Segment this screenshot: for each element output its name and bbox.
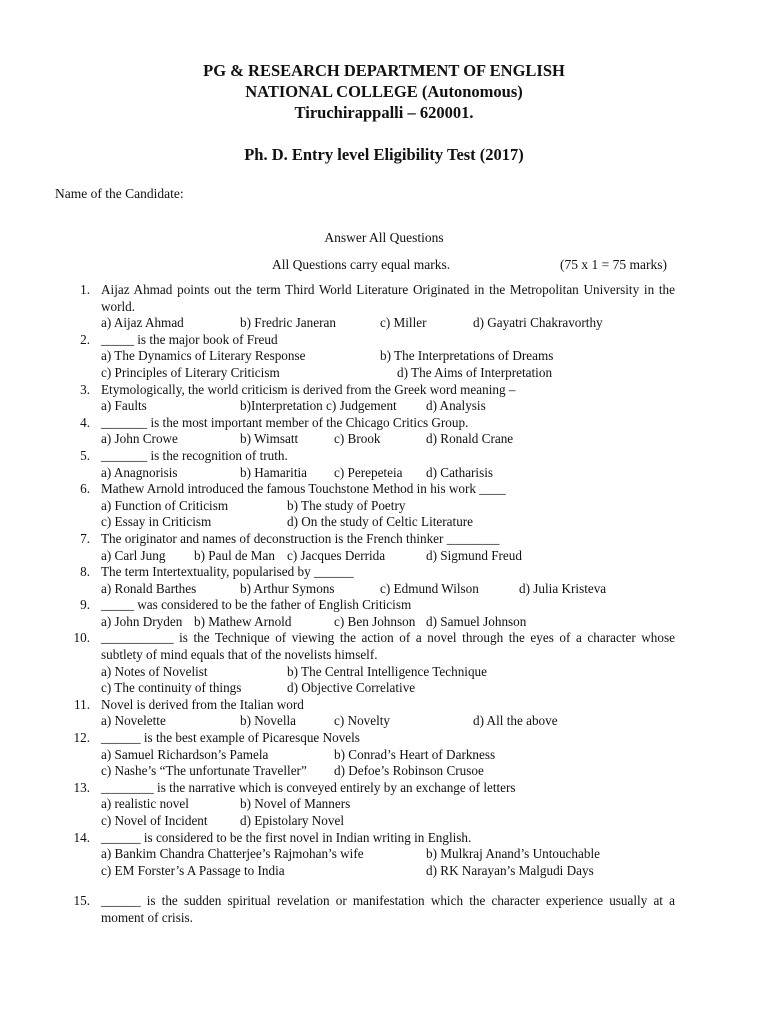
option-row bbox=[0, 315, 768, 332]
question-number: 4. bbox=[80, 414, 90, 430]
equal-marks-note: All Questions carry equal marks. bbox=[272, 257, 451, 272]
option-row bbox=[0, 713, 768, 730]
answer-option: a) John Dryden bbox=[101, 613, 183, 629]
question-number: 1. bbox=[80, 282, 90, 297]
answer-option: a) realistic novel bbox=[101, 796, 189, 812]
question-stem: ________ is the narrative which is conveyed entirely by an exchange of letters bbox=[101, 779, 516, 795]
option-row bbox=[0, 813, 768, 830]
answer-option: a) Novelette bbox=[101, 713, 166, 729]
question-item bbox=[0, 531, 768, 564]
answer-option: b) The study of Poetry bbox=[287, 497, 406, 513]
question-number: 2. bbox=[80, 331, 90, 347]
answer-option: d) The Aims of Interpretation bbox=[397, 364, 553, 380]
question-number: 8. bbox=[80, 564, 90, 580]
question-item bbox=[0, 630, 768, 696]
question-list bbox=[0, 282, 768, 927]
answer-option: a) Function of Criticism bbox=[101, 497, 229, 513]
question-stem: The term Intertextuality, popularised by ______ bbox=[101, 564, 354, 580]
answer-option: c) Novelty bbox=[334, 713, 391, 729]
question-number: 5. bbox=[80, 447, 90, 463]
total-marks: (75 x 1 = 75 marks) bbox=[560, 257, 667, 272]
option-row bbox=[0, 664, 768, 681]
answer-option: c) Perepeteia bbox=[334, 464, 403, 480]
option-row bbox=[0, 680, 768, 697]
question-stem: _____ is the major book of Freud bbox=[101, 331, 278, 347]
test-title: Ph. D. Entry level Eligibility Test (2017) bbox=[244, 145, 524, 164]
answer-option: b) Fredric Janeran bbox=[240, 315, 336, 331]
question-item bbox=[0, 893, 768, 926]
option-row bbox=[0, 796, 768, 813]
answer-option: b) Mulkraj Anand’s Untouchable bbox=[426, 846, 600, 862]
answer-option: a) Samuel Richardson’s Pamela bbox=[101, 746, 269, 762]
answer-option: b) Mathew Arnold bbox=[194, 613, 292, 629]
answer-option: a) Notes of Novelist bbox=[101, 663, 208, 679]
answer-option: d) Ronald Crane bbox=[426, 431, 514, 447]
question-stem: _______ is the most important member of the Chicago Critics Group. bbox=[101, 414, 469, 430]
answer-option: c) EM Forster’s A Passage to India bbox=[101, 862, 285, 878]
answer-option: b) Hamaritia bbox=[240, 464, 308, 480]
option-row bbox=[0, 747, 768, 764]
option-row bbox=[0, 581, 768, 598]
answer-option: b)Interpretation c) Judgement bbox=[240, 398, 397, 414]
question-number: 9. bbox=[80, 597, 90, 613]
answer-all-instruction: Answer All Questions bbox=[324, 230, 444, 245]
question-stem: ______ is the best example of Picaresque Novels bbox=[101, 730, 360, 746]
question-stem: _______ is the recognition of truth. bbox=[101, 447, 288, 463]
question-item bbox=[0, 697, 768, 730]
spacer bbox=[0, 879, 768, 893]
answer-option: d) Defoe’s Robinson Crusoe bbox=[334, 763, 484, 779]
answer-option: d) Sigmund Freud bbox=[426, 547, 522, 563]
answer-option: c) Principles of Literary Criticism bbox=[101, 364, 280, 380]
question-stem: The originator and names of deconstruction is the French thinker ________ bbox=[101, 530, 500, 546]
answer-option: d) RK Narayan’s Malgudi Days bbox=[426, 862, 594, 878]
question-stem: _____ was considered to be the father of English Criticism bbox=[101, 597, 412, 613]
question-number: 11. bbox=[74, 696, 90, 712]
question-stem: Mathew Arnold introduced the famous Touchstone Method in his work ____ bbox=[101, 481, 506, 497]
question-number: 7. bbox=[80, 530, 90, 546]
option-row bbox=[0, 614, 768, 631]
option-row bbox=[0, 365, 768, 382]
question-number: 13. bbox=[73, 779, 90, 795]
answer-option: c) Jacques Derrida bbox=[287, 547, 386, 563]
answer-option: a) John Crowe bbox=[101, 431, 178, 447]
question-item bbox=[0, 382, 768, 415]
answer-option: d) On the study of Celtic Literature bbox=[287, 514, 474, 530]
question-number: 10. bbox=[73, 630, 90, 646]
answer-option: d) Objective Correlative bbox=[287, 680, 416, 696]
answer-option: b) Novella bbox=[240, 713, 297, 729]
question-item bbox=[0, 332, 768, 382]
question-item bbox=[0, 780, 768, 830]
college-heading: NATIONAL COLLEGE (Autonomous) bbox=[245, 82, 523, 101]
answer-option: b) Novel of Manners bbox=[240, 796, 351, 812]
question-stem: Aijaz Ahmad points out the term Third World Literature Originated in the Metropolitan University in the world. bbox=[101, 282, 675, 314]
question-item bbox=[0, 448, 768, 481]
option-row bbox=[0, 498, 768, 515]
option-row bbox=[0, 548, 768, 565]
answer-option: a) Bankim Chandra Chatterjee’s Rajmohan’s wife bbox=[101, 846, 364, 862]
question-item bbox=[0, 564, 768, 597]
option-row bbox=[0, 514, 768, 531]
answer-option: c) Novel of Incident bbox=[101, 813, 208, 828]
option-row bbox=[0, 348, 768, 365]
answer-option: b) Paul de Man bbox=[194, 547, 275, 563]
question-item bbox=[0, 730, 768, 780]
question-stem: ______ is the sudden spiritual revelation or manifestation which the character experience usually at a moment of crisis. bbox=[101, 893, 675, 925]
answer-option: c) Essay in Criticism bbox=[101, 514, 212, 530]
candidate-name-label: Name of the Candidate: bbox=[55, 186, 184, 201]
city-heading: Tiruchirappalli – 620001. bbox=[294, 103, 474, 122]
answer-option: d) Catharisis bbox=[426, 464, 494, 480]
answer-option: d) Epistolary Novel bbox=[240, 813, 345, 828]
question-item bbox=[0, 415, 768, 448]
option-row bbox=[0, 431, 768, 448]
answer-option: a) Carl Jung bbox=[101, 547, 166, 563]
answer-option: b) Wimsatt bbox=[240, 431, 299, 447]
option-row bbox=[0, 863, 768, 880]
option-row bbox=[0, 465, 768, 482]
question-stem: Novel is derived from the Italian word bbox=[101, 696, 304, 712]
answer-option: c) Edmund Wilson bbox=[380, 580, 479, 596]
question-item bbox=[0, 282, 768, 332]
answer-option: a) Ronald Barthes bbox=[101, 580, 197, 596]
answer-option: c) Nashe’s “The unfortunate Traveller” bbox=[101, 763, 307, 779]
option-row bbox=[0, 846, 768, 863]
question-stem: Etymologically, the world criticism is derived from the Greek word meaning – bbox=[101, 381, 516, 397]
department-heading: PG & RESEARCH DEPARTMENT OF ENGLISH bbox=[203, 61, 565, 80]
answer-option: a) Aijaz Ahmad bbox=[101, 315, 184, 331]
answer-option: d) Samuel Johnson bbox=[426, 613, 527, 629]
question-stem: ______ is considered to be the first novel in Indian writing in English. bbox=[101, 829, 472, 845]
answer-option: d) All the above bbox=[473, 713, 558, 729]
question-number: 12. bbox=[73, 730, 90, 746]
question-item bbox=[0, 830, 768, 880]
answer-option: d) Gayatri Chakravorthy bbox=[473, 315, 603, 331]
question-item bbox=[0, 597, 768, 630]
answer-option: c) The continuity of things bbox=[101, 680, 242, 696]
option-row bbox=[0, 398, 768, 415]
answer-option: a) The Dynamics of Literary Response bbox=[101, 348, 306, 364]
answer-option: b) Arthur Symons bbox=[240, 580, 335, 596]
question-number: 3. bbox=[80, 381, 90, 397]
answer-option: b) The Central Intelligence Technique bbox=[287, 663, 487, 679]
answer-option: c) Miller bbox=[380, 315, 427, 331]
question-stem: ___________ is the Technique of viewing the action of a novel through the eyes of a character whose subtlety of mind equals that of the novelists himself. bbox=[101, 630, 675, 663]
question-number: 6. bbox=[80, 481, 90, 497]
option-row bbox=[0, 763, 768, 780]
question-number: 15. bbox=[73, 893, 90, 909]
answer-option: c) Ben Johnson bbox=[334, 613, 416, 629]
answer-option: a) Anagnorisis bbox=[101, 464, 178, 480]
answer-option: d) Julia Kristeva bbox=[519, 580, 607, 596]
question-item bbox=[0, 481, 768, 531]
answer-option: d) Analysis bbox=[426, 398, 486, 414]
answer-option: a) Faults bbox=[101, 398, 147, 414]
answer-option: b) The Interpretations of Dreams bbox=[380, 348, 554, 364]
answer-option: b) Conrad’s Heart of Darkness bbox=[334, 746, 496, 762]
answer-option: c) Brook bbox=[334, 431, 381, 447]
question-number: 14. bbox=[73, 829, 90, 845]
